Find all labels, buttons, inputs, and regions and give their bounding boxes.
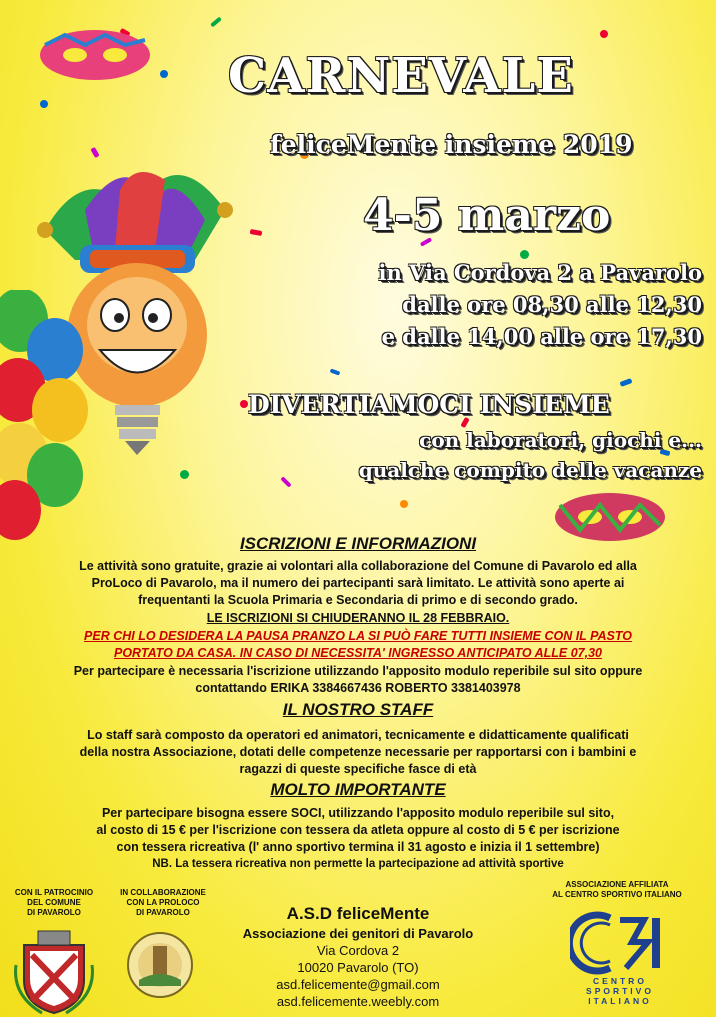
event-time-afternoon: e dalle 14,00 alle ore 17,30 [381, 324, 702, 349]
proloco-label: IN COLLABORAZIONE CON LA PROLOCO DI PAVAROLO [120, 888, 206, 917]
csi-logo-icon [570, 910, 665, 975]
org-street: Via Cordova 2 [316, 943, 400, 958]
org-website[interactable]: asd.felicemente.weebly.com [276, 994, 440, 1009]
section-heading-iscrizioni: ISCRIZIONI E INFORMAZIONI [239, 534, 477, 553]
lunch-notice-1: PER CHI LO DESIDERA LA PAUSA PRANZO LA SI PUÒ FARE TUTTI INSIEME CON IL PASTO [84, 629, 632, 643]
poster-title: CARNEVALE [228, 48, 574, 104]
affiliata-label: ASSOCIAZIONE AFFILIATA AL CENTRO SPORTIVO ITALIANO [552, 880, 682, 899]
org-email[interactable]: asd.felicemente@gmail.com [276, 977, 440, 992]
section-heading-importante: MOLTO IMPORTANTE [270, 780, 446, 799]
section-heading-staff: IL NOSTRO STAFF [282, 700, 434, 719]
event-time-morning: dalle ore 08,30 alle 12,30 [402, 292, 702, 317]
org-description: Associazione dei genitori di Pavarolo [242, 926, 474, 941]
iscrizioni-contacts: contattando ERIKA 3384667436 ROBERTO 3381403978 [195, 681, 521, 695]
staff-text-1: Lo staff sarà composto da operatori ed animatori, tecnicamente e didatticamente qualificati [87, 728, 629, 742]
importante-nb: NB. La tessera ricreativa non permette la partecipazione ad attività sportive [152, 858, 564, 870]
iscrizioni-text-4: Per partecipare è necessaria l'iscrizione utilizzando l'apposito modulo reperibile sul sito oppure [73, 664, 643, 678]
event-address: in Via Cordova 2 a Pavarolo [378, 260, 702, 285]
iscrizioni-text-3: frequentanti la Scuola Primaria e Secondaria di primo e di secondo grado. [138, 593, 578, 607]
importante-text-2: al costo di 15 € per l'iscrizione con tessera da atleta oppure al costo di 5 € per iscrizione [96, 823, 620, 837]
lunch-notice-2: PORTATO DA CASA. IN CASO DI NECESSITA' INGRESSO ANTICIPATO ALLE 07,30 [114, 646, 602, 660]
iscrizioni-text-2: ProLoco di Pavarolo, ma il numero dei partecipanti sarà limitato. Le attività sono aperte ai [91, 576, 625, 590]
org-name: A.S.D feliceMente [286, 904, 430, 923]
staff-text-3: ragazzi di queste specifiche fasce di età [239, 762, 477, 776]
org-city: 10020 Pavarolo (TO) [297, 960, 419, 975]
proloco-logo-icon [125, 930, 195, 1000]
balloons-icon [0, 290, 90, 550]
importante-text-1: Per partecipare bisogna essere SOCI, utilizzando l'apposito modulo reperibile sul sito, [101, 806, 615, 820]
slogan-line-2: qualche compito delle vacanze [358, 458, 702, 482]
iscrizioni-deadline: LE ISCRIZIONI SI CHIUDERANNO IL 28 FEBBRAIO. [206, 611, 510, 625]
carnival-mask-icon [35, 25, 155, 85]
poster-subtitle: feliceMente insieme 2019 [270, 130, 633, 159]
csi-label: CENTRO SPORTIVO ITALIANO [586, 976, 654, 1006]
importante-text-3: con tessera ricreativa (l' anno sportivo termina il 31 agosto e inizia il 1 settembre) [116, 840, 600, 854]
comune-coat-of-arms-icon [12, 925, 96, 1015]
slogan-heading: DIVERTIAMOCI INSIEME [248, 390, 610, 419]
patrocinio-label: CON IL PATROCINIO DEL COMUNE DI PAVAROLO [14, 888, 94, 917]
iscrizioni-text-1: Le attività sono gratuite, grazie ai volontari alla collaborazione del Comune di Pavarolo ed alla [79, 559, 637, 573]
slogan-line-1: con laboratori, giochi e... [419, 428, 702, 452]
staff-text-2: della nostra Associazione, dotati delle competenze necessarie per rapportarsi con i bambini e [79, 745, 637, 759]
event-dates: 4-5 marzo [363, 190, 611, 241]
